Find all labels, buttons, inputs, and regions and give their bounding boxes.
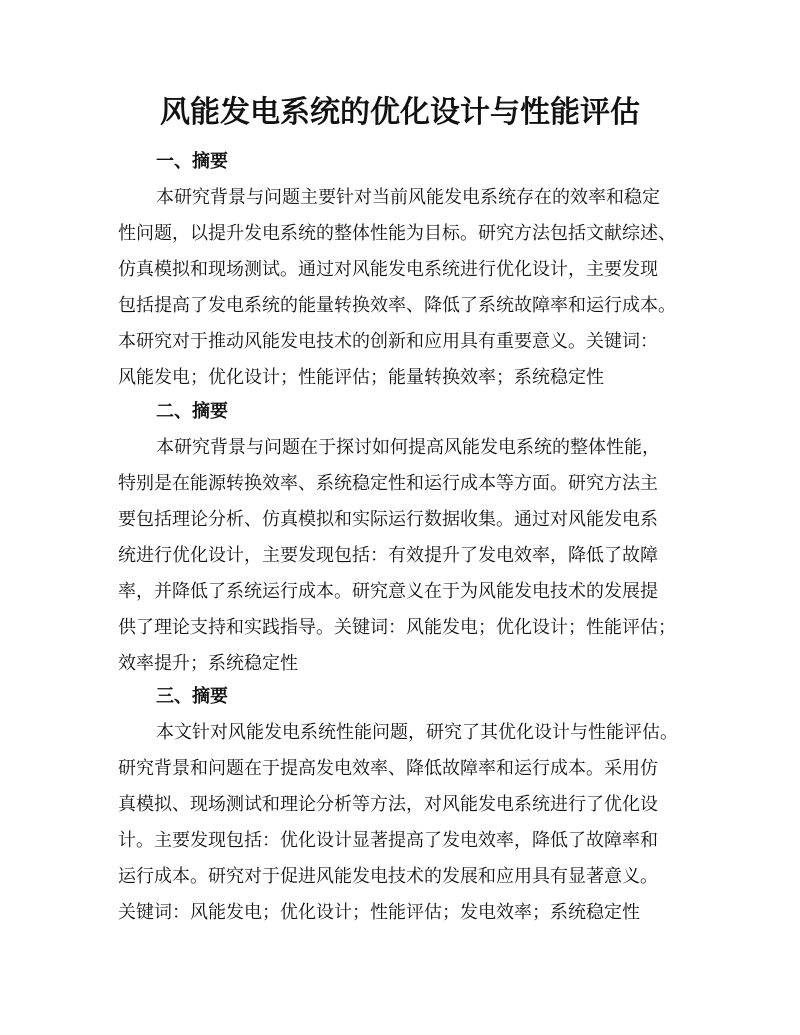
section-heading: 二、摘要 [156,401,228,422]
document-title: 风能发电系统的优化设计与性能评估 [160,95,640,130]
paragraph-line: 本研究对于推动风能发电技术的创新和应用具有重要意义。关键词： [118,331,658,352]
paragraph-line: 研究背景和问题在于提高发电效率、降低故障率和运行成本。采用仿 [118,758,658,779]
paragraph-line: 关键词：风能发电；优化设计；性能评估；发电效率；系统稳定性 [118,902,640,923]
section-heading: 三、摘要 [156,686,228,707]
paragraph-line: 计。主要发现包括：优化设计显著提高了发电效率，降低了故障率和 [118,830,658,851]
paragraph-line: 率，并降低了系统运行成本。研究意义在于为风能发电技术的发展提 [118,581,658,602]
paragraph-line: 真模拟、现场测试和理论分析等方法，对风能发电系统进行了优化设 [118,794,658,815]
paragraph-line: 供了理论支持和实践指导。关键词：风能发电；优化设计；性能评估； [118,617,676,638]
paragraph-line: 特别是在能源转换效率、系统稳定性和运行成本等方面。研究方法主 [118,473,658,494]
paragraph-line: 包括提高了发电系统的能量转换效率、降低了系统故障率和运行成本。 [118,295,676,316]
paragraph-line: 风能发电；优化设计；性能评估；能量转换效率；系统稳定性 [118,367,604,388]
paragraph-line: 本研究背景与问题在于探讨如何提高风能发电系统的整体性能， [156,437,660,458]
paragraph-line: 本文针对风能发电系统性能问题，研究了其优化设计与性能评估。 [156,722,678,743]
paragraph-line: 运行成本。研究对于促进风能发电技术的发展和应用具有显著意义。 [118,866,658,887]
paragraph-line: 性问题，以提升发电系统的整体性能为目标。研究方法包括文献综述、 [118,223,676,244]
paragraph-line: 仿真模拟和现场测试。通过对风能发电系统进行优化设计，主要发现 [118,259,658,280]
paragraph-line: 本研究背景与问题主要针对当前风能发电系统存在的效率和稳定 [156,187,660,208]
paragraph-line: 效率提升；系统稳定性 [118,653,298,674]
paragraph-line: 统进行优化设计，主要发现包括：有效提升了发电效率，降低了故障 [118,545,658,566]
section-heading: 一、摘要 [156,151,228,172]
paragraph-line: 要包括理论分析、仿真模拟和实际运行数据收集。通过对风能发电系 [118,509,658,530]
